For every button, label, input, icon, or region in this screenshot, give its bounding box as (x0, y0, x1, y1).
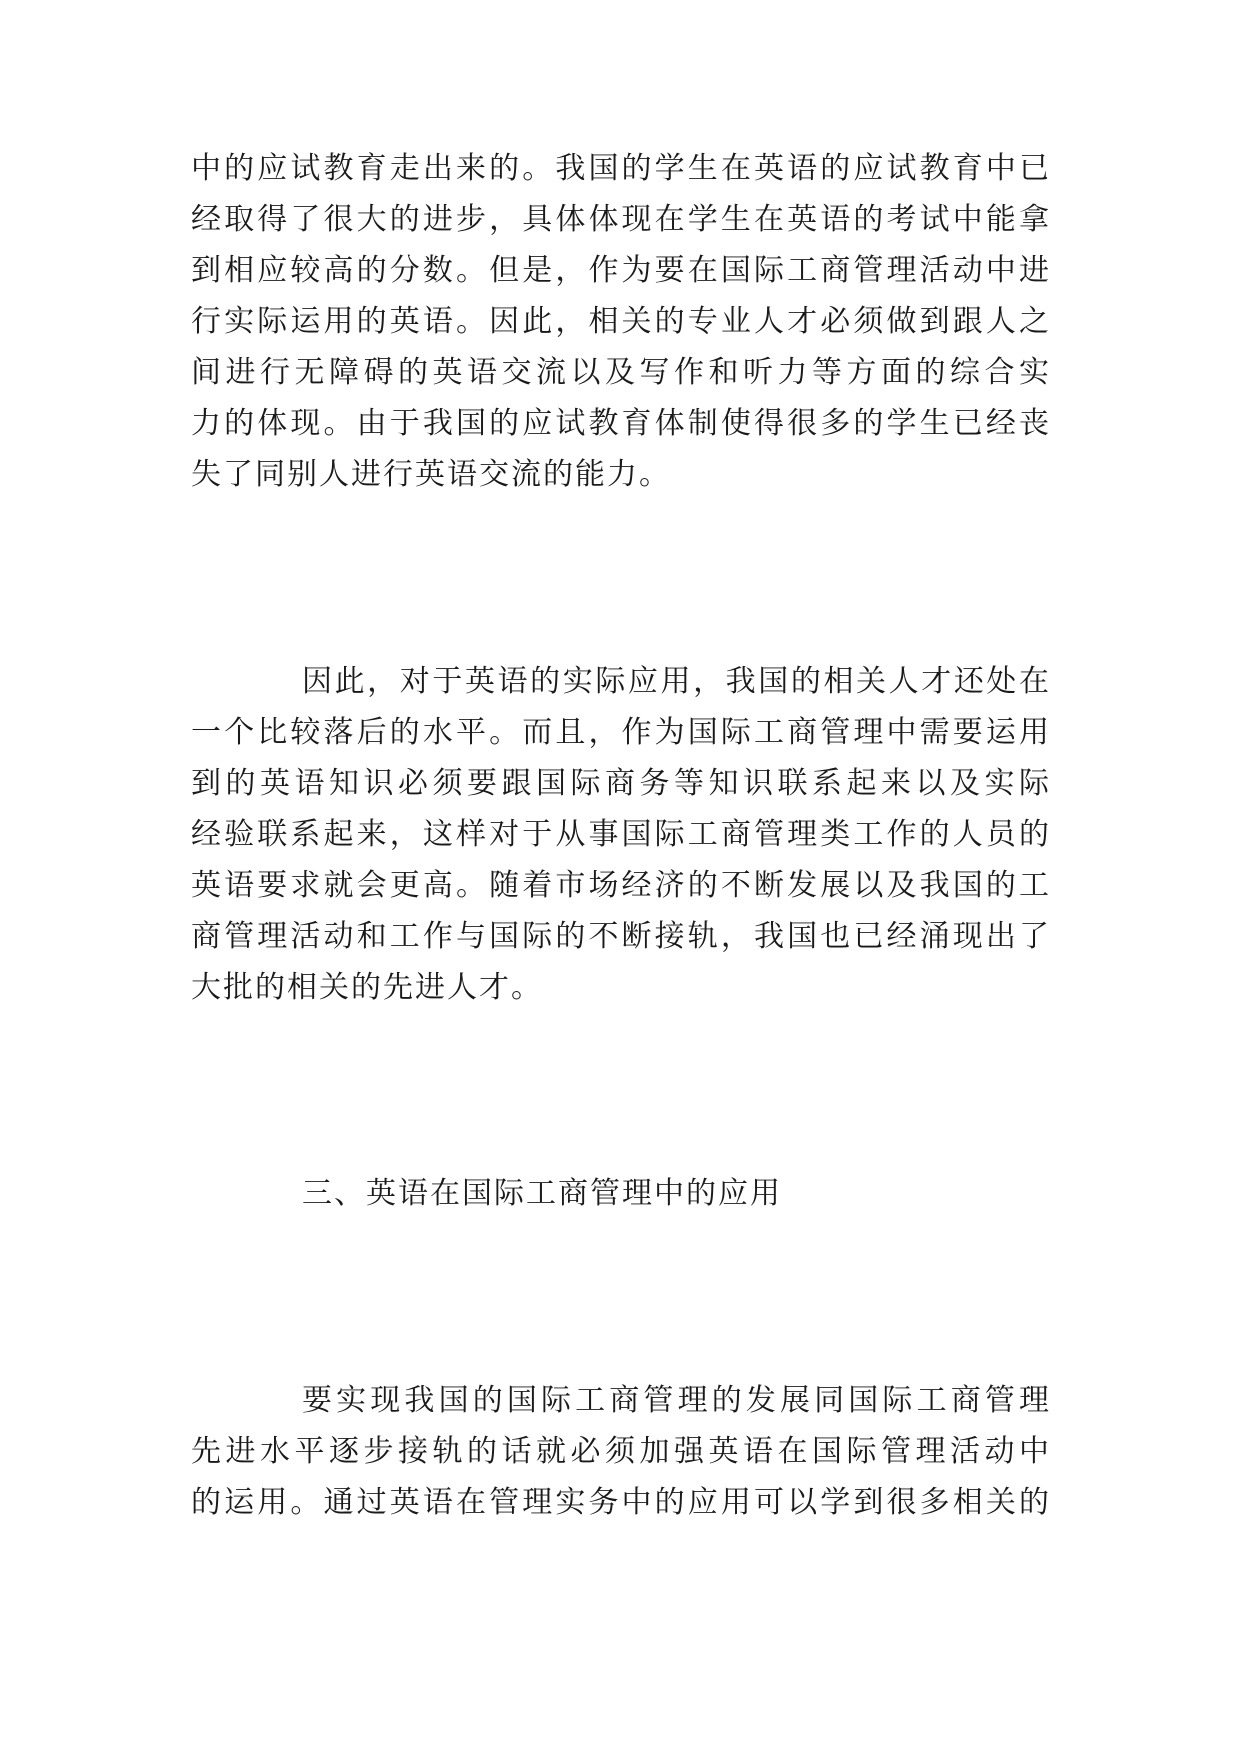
paragraph-1-line-7: 失了同别人进行英语交流的能力。 (191, 457, 671, 492)
paragraph-2-line-6: 商管理活动和工作与国际的不断接轨，我国也已经涌现出了 (191, 919, 1051, 954)
paragraph-3-line-3: 的运用。通过英语在管理实务中的应用可以学到很多相关的 (191, 1485, 1051, 1520)
paragraph-2-line-2: 一个比较落后的水平。而且，作为国际工商管理中需要运用 (191, 715, 1051, 750)
paragraph-1-line-6: 力的体现。由于我国的应试教育体制使得很多的学生已经丧 (191, 406, 1051, 441)
paragraph-2-line-3: 到的英语知识必须要跟国际商务等知识联系起来以及实际 (191, 766, 1051, 801)
paragraph-1-line-1: 中的应试教育走出来的。我国的学生在英语的应试教育中已 (191, 151, 1051, 186)
paragraph-3-line-2: 先进水平逐步接轨的话就必须加强英语在国际管理活动中 (191, 1434, 1051, 1469)
paragraph-1-line-4: 行实际运用的英语。因此，相关的专业人才必须做到跟人之 (191, 304, 1051, 339)
paragraph-1-line-3: 到相应较高的分数。但是，作为要在国际工商管理活动中进 (191, 253, 1051, 288)
paragraph-2-line-1: 因此，对于英语的实际应用，我国的相关人才还处在 (302, 664, 1051, 699)
paragraph-2-line-7: 大批的相关的先进人才。 (191, 970, 543, 1005)
section-heading: 三、英语在国际工商管理中的应用 (302, 1176, 782, 1211)
paragraph-2-line-4: 经验联系起来，这样对于从事国际工商管理类工作的人员的 (191, 817, 1051, 852)
paragraph-1-line-2: 经取得了很大的进步，具体体现在学生在英语的考试中能拿 (191, 202, 1051, 237)
paragraph-1-line-5: 间进行无障碍的英语交流以及写作和听力等方面的综合实 (191, 355, 1051, 390)
paragraph-2-line-5: 英语要求就会更高。随着市场经济的不断发展以及我国的工 (191, 868, 1051, 903)
paragraph-3-line-1: 要实现我国的国际工商管理的发展同国际工商管理 (302, 1383, 1051, 1418)
